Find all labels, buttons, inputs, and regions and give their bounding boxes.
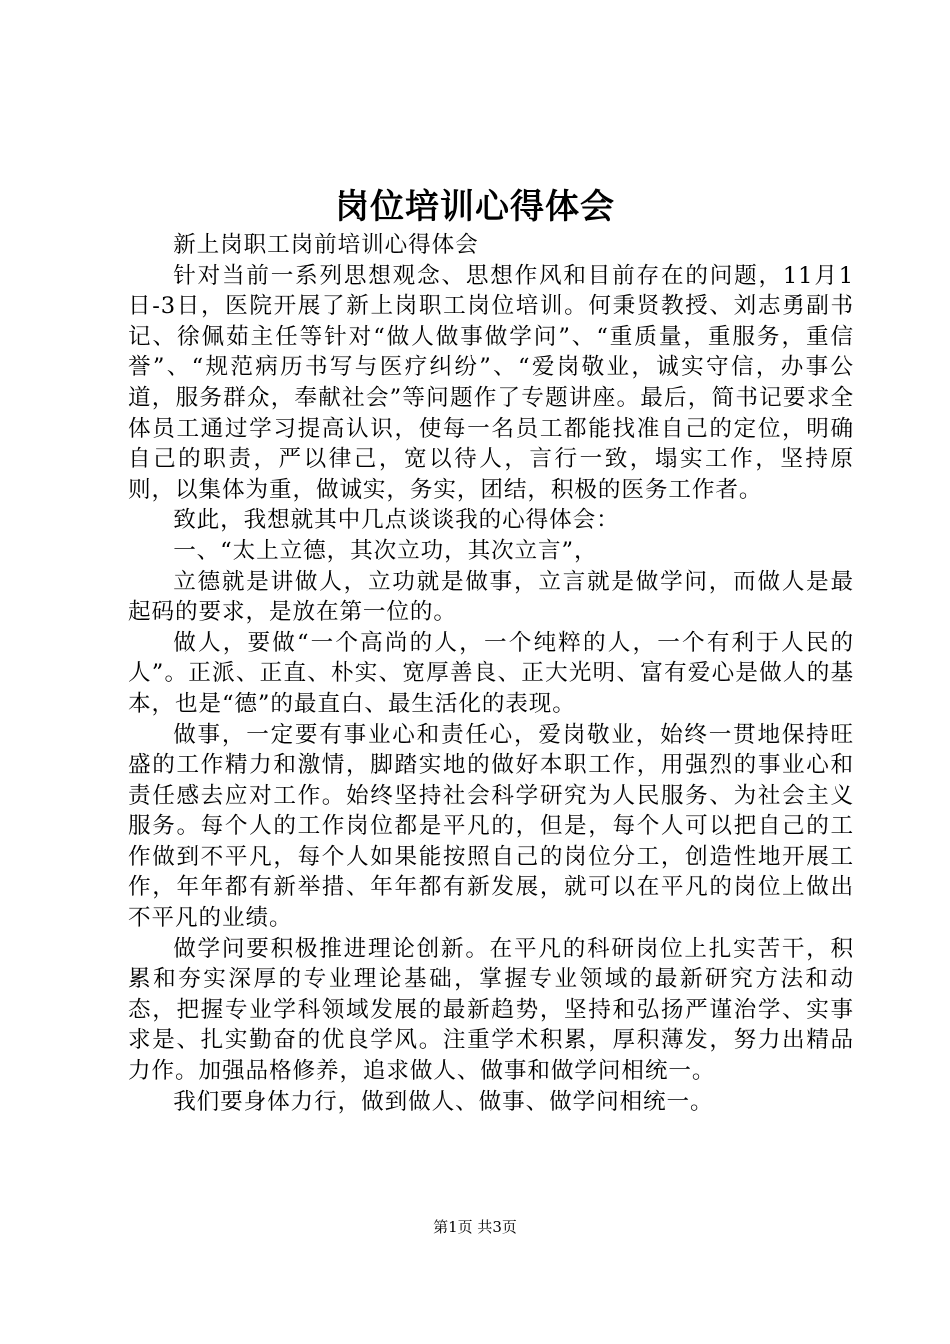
- paragraph-lead: 致此，我想就其中几点谈谈我的心得体会：: [173, 507, 620, 534]
- paragraph-conclusion: 我们要身体力行，做到做人、做事、做学问相统一。: [173, 1088, 714, 1115]
- paragraph-intro: 针对当前一系列思想观念、思想作风和目前存在的问题，11月1日-3日，医院开展了新上岗职工岗位培训。何秉贤教授、刘志勇副书记、徐佩茹主任等针对“做人做事做学问”、“重质量，重服务，重信誉”、“规范病历书写与医疗纠纷”、“爱岗敬业，诚实守信，办事公道，服务群众，奉献社会”等问题作了专题讲座。最后，简书记要求全体员工通过学习提高认识，使每一名员工都能找准自己的定位，明确自己的职责，严以律己，宽以待人，言行一致，塌实工作，坚持原则，以集体为重，做诚实，务实，团结，积极的医务工作者。: [128, 262, 854, 503]
- page-title: 岗位培训心得体会: [335, 187, 615, 227]
- paragraph-zuoshi: 做事，一定要有事业心和责任心，爱岗敬业，始终一贯地保持旺盛的工作精力和激情，脚踏实地的做好本职工作，用强烈的事业心和责任感去应对工作。始终坚持社会科学研究为人民服务、为社会主义服务。每个人的工作岗位都是平凡的，但是，每个人可以把自己的工作做到不平凡，每个人如果能按照自己的岗位分工，创造性地开展工作，年年都有新举措、年年都有新发展，就可以在平凡的岗位上做出不平凡的业绩。: [128, 721, 854, 932]
- paragraph-zuoxuewen: 做学问要积极推进理论创新。在平凡的科研岗位上扎实苦干，积累和夯实深厚的专业理论基础，掌握专业领域的最新研究方法和动态，把握专业学科领域发展的最新趋势，坚持和弘扬严谨治学、实事求是、扎实勤奋的优良学风。注重学术积累，厚积薄发，努力出精品力作。加强品格修养，追求做人、做事和做学问相统一。: [128, 935, 854, 1085]
- paragraph-lide: 立德就是讲做人，立功就是做事，立言就是做学问，而做人是最起码的要求，是放在第一位的。: [128, 568, 854, 626]
- paragraph-subtitle: 新上岗职工岗前培训心得体会: [173, 232, 479, 258]
- document-body: [128, 230, 854, 1117]
- page-number: 第1页 共3页: [433, 1218, 517, 1236]
- paragraph-heading-one: 一、“太上立德，其次立功，其次立言”，: [173, 537, 598, 564]
- paragraph-zuoren: 做人，要做“一个高尚的人，一个纯粹的人，一个有利于人民的人”。正派、正直、朴实、宽厚善良、正大光明、富有爱心是做人的基本，也是“德”的最直白、最生活化的表现。: [128, 629, 854, 717]
